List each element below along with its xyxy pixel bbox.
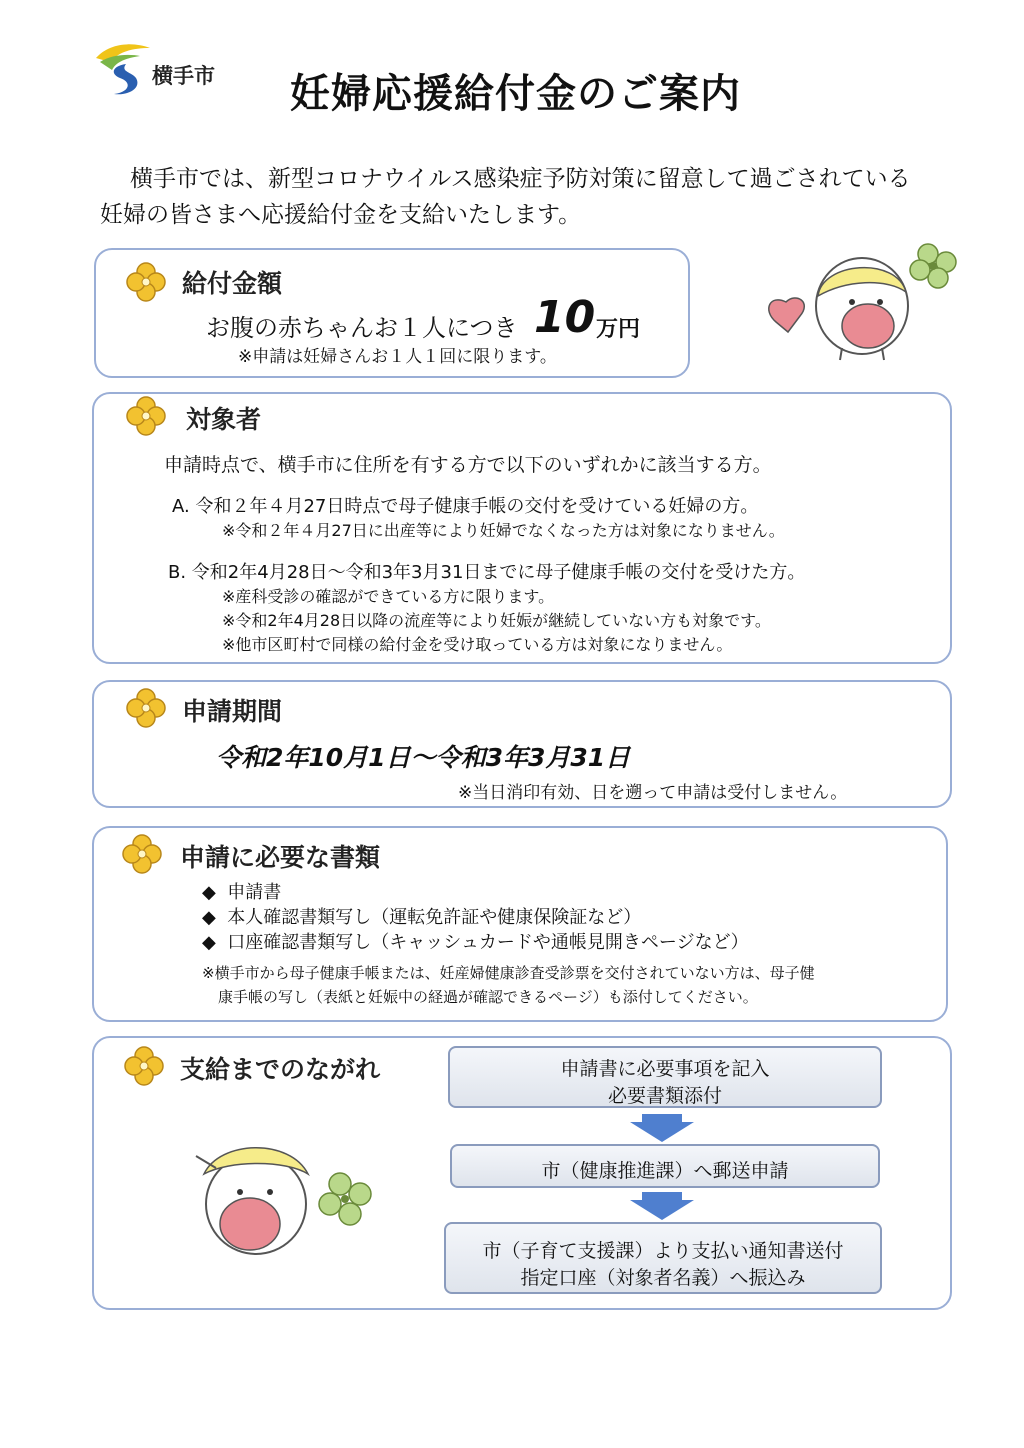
flower-icon bbox=[126, 262, 166, 302]
amount-heading: 給付金額 bbox=[182, 269, 283, 298]
flow-step-3-line-2: 指定口座（対象者名義）へ振込み bbox=[520, 1267, 806, 1289]
amount-text: お腹の赤ちゃんお１人につき bbox=[206, 314, 518, 342]
flow-step-1-line-2: 必要書類添付 bbox=[607, 1085, 722, 1107]
intro-line-1: 横手市では、新型コロナウイルス感染症予防対策に留意して過ごされている bbox=[130, 166, 911, 192]
documents-item bbox=[202, 928, 749, 954]
flow-step-3 bbox=[444, 1222, 882, 1294]
eligibility-lead: 申請時点で、横手市に住所を有する方で以下のいずれかに該当する方。 bbox=[164, 454, 772, 476]
amount-unit: 万円 bbox=[596, 317, 641, 342]
eligibility-heading: 対象者 bbox=[186, 405, 262, 434]
intro-line-2: 妊婦の皆さまへ応援給付金を支給いたします。 bbox=[100, 202, 582, 228]
documents-item-label: 本人確認書類写し（運転免許証や健康保険証など） bbox=[227, 907, 642, 928]
documents-heading: 申請に必要な書類 bbox=[180, 843, 381, 872]
mascot-illustration bbox=[190, 1134, 380, 1264]
documents-item-label: 口座確認書類写し（キャッシュカードや通帳見開きページなど） bbox=[227, 932, 749, 953]
flower-icon bbox=[126, 396, 166, 436]
city-emblem-icon bbox=[92, 40, 152, 96]
flow-step-2 bbox=[450, 1144, 880, 1188]
period-range: 令和2年10月1日～令和3年3月31日 bbox=[216, 743, 631, 772]
eligibility-b-note-2: ※令和2年4月28日以降の流産等により妊娠が継続していない方も対象です。 bbox=[222, 611, 771, 630]
period-note: ※当日消印有効、日を遡って申請は受付しません。 bbox=[458, 783, 848, 803]
eligibility-b-main: B. 令和2年4月28日～令和3年3月31日までに母子健康手帳の交付を受けた方。 bbox=[168, 562, 806, 583]
down-arrow-icon bbox=[630, 1200, 694, 1220]
flower-icon bbox=[122, 834, 162, 874]
city-name: 横手市 bbox=[152, 64, 215, 88]
mascot-illustration bbox=[756, 236, 966, 366]
diamond-bullet-icon: ◆ bbox=[202, 882, 216, 903]
documents-item-label: 申請書 bbox=[227, 882, 282, 903]
amount-number: 10 bbox=[534, 292, 596, 343]
eligibility-b-note-1: ※産科受診の確認ができている方に限ります。 bbox=[222, 587, 555, 606]
eligibility-a-note: ※令和２年４月27日に出産等により妊婦でなくなった方は対象になりません。 bbox=[222, 521, 785, 540]
diamond-bullet-icon: ◆ bbox=[202, 907, 216, 928]
city-logo bbox=[92, 40, 222, 96]
flow-step-2-text: 市（健康推進課）へ郵送申請 bbox=[541, 1160, 789, 1182]
documents-note-1: ※横手市から母子健康手帳または、妊産婦健康診査受診票を交付されていない方は、母子健 bbox=[202, 964, 815, 982]
down-arrow-icon bbox=[642, 1114, 682, 1122]
eligibility-a-main: A. 令和２年４月27日時点で母子健康手帳の交付を受けている妊婦の方。 bbox=[172, 496, 759, 517]
amount-note: ※申請は妊婦さんお１人１回に限ります。 bbox=[238, 347, 557, 367]
flower-icon bbox=[124, 1046, 164, 1086]
period-heading: 申請期間 bbox=[182, 697, 283, 726]
flower-icon bbox=[126, 688, 166, 728]
flow-step-1-line-1: 申請書に必要事項を記入 bbox=[560, 1058, 770, 1080]
documents-note-2: 康手帳の写し（表紙と妊娠中の経過が確認できるページ）も添付してください。 bbox=[218, 988, 758, 1006]
down-arrow-icon bbox=[642, 1192, 682, 1200]
eligibility-b-note-3: ※他市区町村で同様の給付金を受け取っている方は対象になりません。 bbox=[222, 635, 733, 654]
down-arrow-icon bbox=[630, 1122, 694, 1142]
page-title: 妊婦応援給付金のご案内 bbox=[290, 71, 741, 117]
flow-step-1 bbox=[448, 1046, 882, 1108]
documents-item bbox=[202, 903, 641, 929]
diamond-bullet-icon: ◆ bbox=[202, 932, 216, 953]
flow-heading: 支給までのながれ bbox=[180, 1055, 381, 1084]
flow-step-3-line-1: 市（子育て支援課）より支払い通知書送付 bbox=[482, 1240, 844, 1262]
documents-item bbox=[202, 878, 281, 904]
